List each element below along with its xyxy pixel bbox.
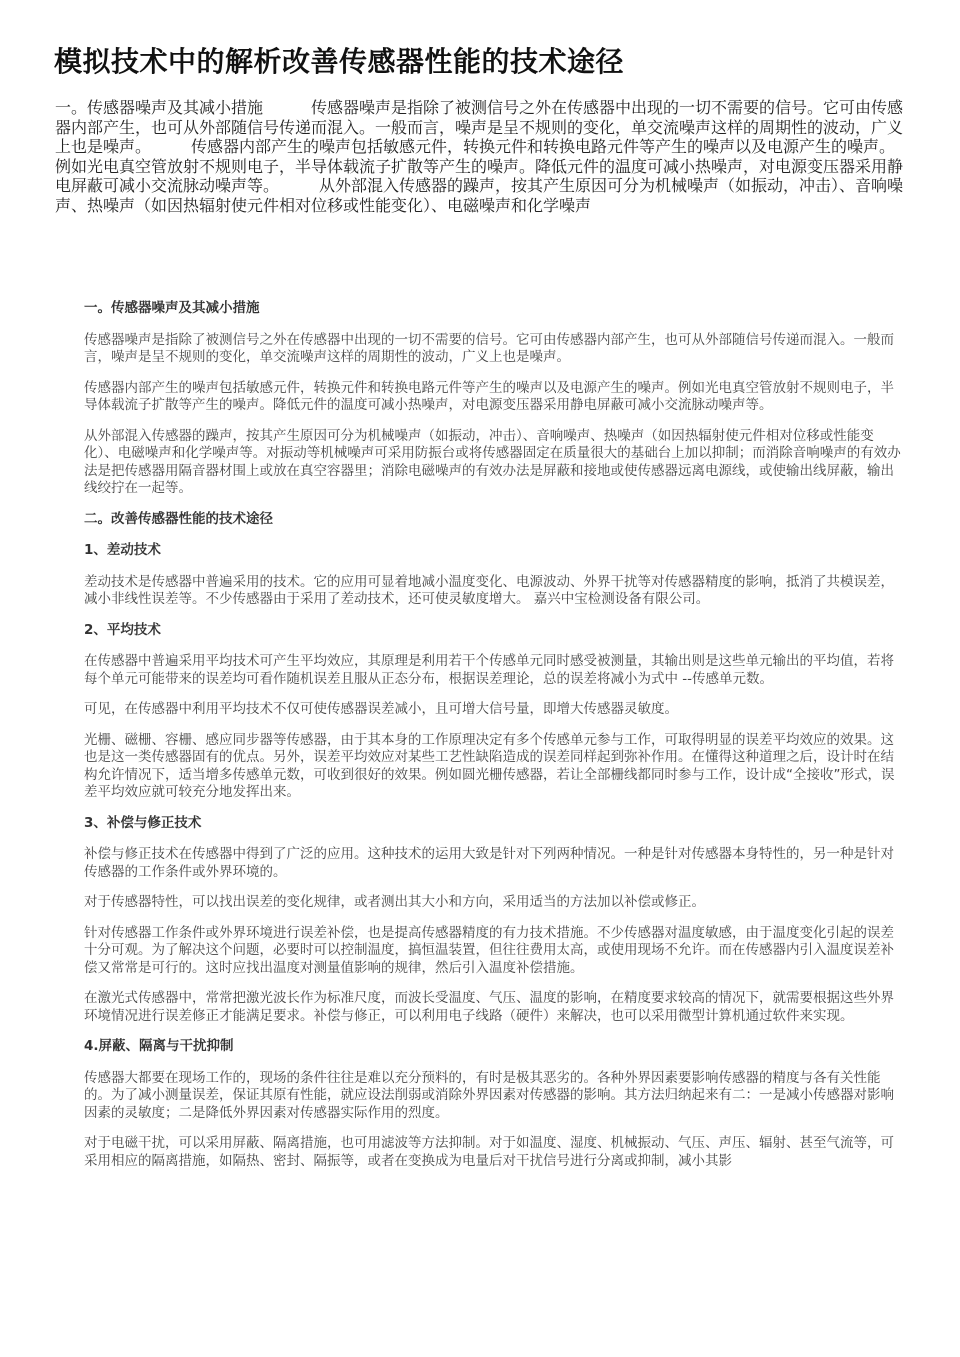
section-heading-noise: 一。传感器噪声及其减小措施 [84,300,260,316]
paragraph: 在传感器中普遍采用平均技术可产生平均效应，其原理是利用若干个传感单元同时感受被测量，其输出则是这些单元输出的平均值，若将每个单元可能带来的误差均可看作随机误差且服从正态分布，根据误差理论，总的误差将减小为式中 --传感单元数。 [84,653,894,687]
paragraph: 传感器大都要在现场工作的，现场的条件往往是难以充分预料的，有时是极其恶劣的。各种外界因素要影响传感器的精度与各有关性能的。为了减小测量误差，保证其原有性能，就应设法削弱或消除外界因素对传感器的影响。其方法归纳起来有二：一是减小传感器对影响因素的灵敏度；二是降低外界因素对传感器实际作用的烈度。 [84,1069,894,1121]
paragraph: 差动技术是传感器中普遍采用的技术。它的应用可显着地减小温度变化、电源波动、外界干扰等对传感器精度的影响，抵消了共模误差，减小非线性误差等。不少传感器由于采用了差动技术，还可使灵敏度增大。 嘉兴中宝检测设备有限公司。 [84,573,894,607]
paragraph: 对于电磁干扰，可以采用屏蔽、隔离措施，也可用滤波等方法抑制。对于如温度、湿度、机械振动、气压、声压、辐射、甚至气流等，可采用相应的隔离措施，如隔热、密封、隔振等，或者在变换成为电量后对干扰信号进行分离或抑制，减小其影 [84,1135,894,1169]
subsection-heading-compensation: 3、补偿与修正技术 [84,814,202,831]
paragraph: 可见，在传感器中利用平均技术不仅可使传感器误差减小，且可增大信号量，即增大传感器灵敏度。 [84,701,678,717]
document-title: 模拟技术中的解析改善传感器性能的技术途径 [54,45,625,78]
section-heading-improve: 二。改善传感器性能的技术途径 [84,510,273,527]
subsection-heading-differential: 1、差动技术 [84,542,161,558]
paragraph: 传感器噪声是指除了被测信号之外在传感器中出现的一切不需要的信号。它可由传感器内部产生，也可从外部随信号传递而混入。一般而言，噪声是呈不规则的变化，单交流噪声这样的周期性的波动，广义上也是噪声。 [84,331,894,365]
subsection-heading-averaging: 2、平均技术 [84,621,161,638]
paragraph: 传感器内部产生的噪声包括敏感元件，转换元件和转换电路元件等产生的噪声以及电源产生的噪声。例如光电真空管放射不规则电子，半导体载流子扩散等产生的噪声。降低元件的温度可减小热噪声，对电源变压器采用静电屏蔽可减小交流脉动噪声等。 [84,379,894,413]
paragraph: 在激光式传感器中，常常把激光波长作为标准尺度，而波长受温度、气压、温度的影响，在精度要求较高的情况下，就需要根据这些外界环境情况进行误差修正才能满足要求。补偿与修正，可以利用电子线路（硬件）来解决，也可以采用微型计算机通过软件来实现。 [84,990,894,1024]
subsection-heading-shielding: 4.屏蔽、隔离与干扰抑制 [84,1038,234,1054]
summary-paragraph: 一。传感器噪声及其减小措施 传感器噪声是指除了被测信号之外在传感器中出现的一切不需要的信号。它可由传感器内部产生，也可从外部随信号传递而混入。一般而言，噪声是呈不规则的变化，单交流噪声这样的周期性的波动，广义上也是噪声。 传感器内部产生的噪声包括敏感元件，转换元件和转换电路元件等产生的噪声以及电源产生的噪声。例如光电真空管放射不规则电子，半导体载流子扩散等产生的噪声。降低元件的温度可减小热噪声，对电源变压器采用静电屏蔽可减小交流脉动噪声等。 从外部混入传感器的躁声，按其产生原因可分为机械噪声（如振动，冲击）、音响噪声、热噪声（如因热辐射使元件相对位移或性能变化）、电磁噪声和化学噪声 [55,98,904,215]
paragraph: 对于传感器特性，可以找出误差的变化规律，或者测出其大小和方向，采用适当的方法加以补偿或修正。 [84,894,705,910]
paragraph: 从外部混入传感器的躁声，按其产生原因可分为机械噪声（如振动，冲击）、音响噪声、热噪声（如因热辐射使元件相对位移或性能变化）、电磁噪声和化学噪声等。对振动等机械噪声可采用防振台或将传感器固定在质量很大的基础台上加以抑制；而消除音响噪声的有效办法是把传感器用隔音器材围上或放在真空容器里；消除电磁噪声的有效办法是屏蔽和接地或使传感器远离电源线，或使输出线屏蔽，输出线绞拧在一起等。 [84,427,901,496]
paragraph: 针对传感器工作条件或外界环境进行误差补偿，也是提高传感器精度的有力技术措施。不少传感器对温度敏感，由于温度变化引起的误差十分可观。为了解决这个问题，必要时可以控制温度，搞恒温装置，但往往费用太高，或使用现场不允许。而在传感器内引入温度误差补偿又常常是可行的。这时应找出温度对测量值影响的规律，然后引入温度补偿措施。 [84,924,894,976]
paragraph: 光栅、磁栅、容栅、感应同步器等传感器，由于其本身的工作原理决定有多个传感单元参与工作，可取得明显的误差平均效应的效果。这也是这一类传感器固有的优点。另外，误差平均效应对某些工艺性缺陷造成的误差同样起到弥补作用。在懂得这种道理之后，设计时在结构允许情况下，适当增多传感单元数，可收到很好的效果。例如圆光栅传感器，若让全部栅线都同时参与工作，设计成“全接收”形式，误差平均效应就可较充分地发挥出来。 [84,731,895,800]
paragraph: 补偿与修正技术在传感器中得到了广泛的应用。这种技术的运用大致是针对下列两种情况。一种是针对传感器本身特性的，另一种是针对传感器的工作条件或外界环境的。 [84,846,894,880]
article-body [84,300,906,1183]
